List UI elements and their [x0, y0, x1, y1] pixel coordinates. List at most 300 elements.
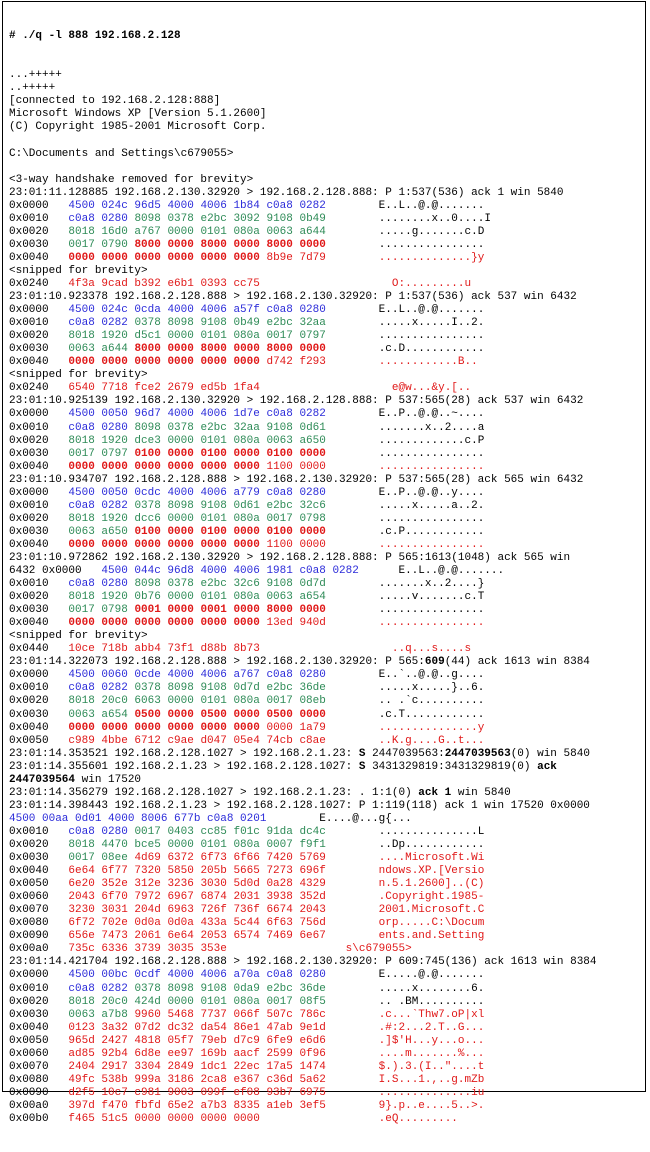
dump-line: [9, 69, 645, 82]
dump-segment: c0a8 0280: [68, 421, 128, 434]
dump-segment: 4500 00aa 0d01 4000 8006 677b c0a8 0201: [9, 812, 267, 825]
dump-line: [9, 174, 645, 187]
dump-segment: 49fc 538b 999a 3186 2ca8 e367 c36d 5a62: [68, 1073, 326, 1086]
dump-segment: ....Microsoft.Wi: [325, 852, 485, 865]
dump-segment: ............B..: [325, 356, 478, 369]
dump-line: [9, 435, 645, 448]
dump-line: [9, 252, 645, 265]
dump-segment: 4d69 6372 6f73 6f66 7420 5769: [134, 852, 326, 865]
dump-line: [9, 108, 645, 121]
dump-line: [9, 1035, 645, 1048]
dump-segment: E....@...g{...: [266, 812, 412, 825]
dump-line: [9, 121, 645, 134]
dump-segment: e@w...&y.[..: [259, 382, 472, 395]
dump-line: [9, 513, 645, 526]
dump-segment: ..K.g....G..t...: [325, 734, 485, 747]
dump-segment: 0x0030: [9, 604, 69, 617]
dump-segment: .c.D............: [325, 343, 485, 356]
dump-line: [9, 1048, 645, 1061]
dump-segment: 0378 8098 9108 0b49 e2bc 32aa: [134, 317, 326, 330]
dump-line: [9, 774, 645, 787]
dump-segment: E..L..@.@.......: [325, 304, 485, 317]
dump-segment: 4500 024c 0cda 4000 4006 a57f c0a8 0280: [68, 304, 326, 317]
dump-segment: f465 51c5 0000 0000 0000 0000: [68, 1112, 260, 1125]
dump-line: [9, 408, 645, 421]
dump-segment: 0x0060: [9, 1047, 69, 1060]
dump-segment: c0a8 0282: [68, 317, 128, 330]
dump-segment: 2447039563: [444, 747, 511, 760]
dump-segment: 8018 1920 dce3 0000 0101 080a 0063 a650: [68, 434, 326, 447]
dump-line: [9, 578, 645, 591]
dump-segment: 609: [424, 656, 445, 669]
dump-segment: 0001 0000 0001 0000 8000 0000: [134, 604, 326, 617]
dump-segment: 8018 20c0 6063 0000 0101 080a 0017 08eb: [68, 695, 326, 708]
dump-segment: 0x0080: [9, 917, 69, 930]
dump-segment: 4500 024c 96d5 4000 4006 1b84 c0a8 0282: [68, 199, 326, 212]
dump-line: [9, 1009, 645, 1022]
dump-line: [9, 82, 645, 95]
dump-line: [9, 996, 645, 1009]
dump-line: [9, 826, 645, 839]
dump-segment: 8098 0378 e2bc 32c6 9108 0d7d: [134, 578, 326, 591]
dump-segment: ................: [325, 238, 485, 251]
dump-segment: 0x0000: [9, 304, 69, 317]
dump-line: [9, 565, 645, 578]
dump-segment: 0x0010: [9, 578, 69, 591]
dump-segment: 0x0030: [9, 238, 69, 251]
dump-lines: [9, 69, 645, 1126]
dump-line: [9, 369, 645, 382]
dump-segment: ad85 92b4 6d8e ee97 169b aacf 2599 0f96: [68, 1047, 326, 1060]
dump-segment: 0x0020: [9, 225, 69, 238]
dump-segment: 0063 a644: [68, 343, 128, 356]
dump-segment: 0x0040: [9, 538, 69, 551]
dump-segment: 0x0000: [9, 486, 69, 499]
dump-line: [9, 878, 645, 891]
dump-segment: 4500 0060 0cde 4000 4006 a767 c0a8 0280: [68, 669, 326, 682]
dump-line: [9, 343, 645, 356]
dump-segment: ................: [325, 604, 485, 617]
dump-segment: 10ce 718b abb4 73f1 d88b 8b73: [68, 643, 260, 656]
dump-segment: ................: [325, 512, 485, 525]
dump-segment: 0378 8098 9108 0d7d e2bc 36de: [134, 682, 326, 695]
dump-line: [9, 800, 645, 813]
dump-segment: E..P..@.@..y....: [325, 486, 485, 499]
dump-segment: 4500 0050 0cdc 4000 4006 a779 c0a8 0280: [68, 486, 326, 499]
dump-line: [9, 1113, 645, 1126]
dump-segment: 0x0040: [9, 1021, 69, 1034]
dump-line: [9, 552, 645, 565]
dump-segment: 0x0000: [9, 199, 69, 212]
dump-line: [9, 265, 645, 278]
dump-segment: 6540 7718 fce2 2679 ed5b 1fa4: [68, 382, 260, 395]
dump-line: [9, 669, 645, 682]
dump-segment: 8098 0378 e2bc 3092 9108 0b49: [134, 212, 326, 225]
terminal-output-panel: [2, 1, 646, 1125]
dump-line: [9, 330, 645, 343]
dump-segment: 6e20 352e 312e 3236 3030 5d0d 0a28 4329: [68, 878, 326, 891]
dump-segment: ................: [325, 617, 485, 630]
dump-segment: .Copyright.1985-: [325, 891, 485, 904]
dump-segment: 3431329819:3431329819(0): [365, 760, 538, 773]
dump-segment: 0x0020: [9, 591, 69, 604]
dump-line: [9, 291, 645, 304]
dump-segment: .......x..2....a: [325, 421, 485, 434]
dump-segment: 0x0240: [9, 277, 69, 290]
dump-line: [9, 500, 645, 513]
dump-segment: 0123 3a32 07d2 dc32 da54 86e1 47ab 9e1d: [68, 1021, 326, 1034]
dump-segment: E..L..@.@.......: [358, 565, 505, 578]
dump-line: [9, 187, 645, 200]
dump-segment: 8000 0000 8000 0000 8000 0000: [134, 343, 326, 356]
dump-segment: 0000 0000 0000 0000 0000 0000: [68, 251, 260, 264]
dump-line: [9, 983, 645, 996]
dump-line: [9, 304, 645, 317]
dump-segment: 0x0020: [9, 839, 69, 851]
dump-line: [9, 1100, 645, 1113]
dump-segment: .. .`c..........: [325, 695, 485, 708]
dump-segment: 0063 a7b8: [68, 1008, 128, 1021]
dump-segment: c0a8 0280: [68, 578, 128, 591]
dump-line: [9, 604, 645, 617]
dump-segment: 4500 044c 96d8 4000 4006 1981 c0a8 0282: [101, 565, 359, 578]
dump-segment: 0017 0403 cc85 f01c 91da dc4c: [134, 825, 326, 838]
dump-line: [9, 943, 645, 956]
dump-segment: c0a8 0282: [68, 982, 128, 995]
dump-line: [9, 474, 645, 487]
dump-segment: $.).3.(I.."....t: [325, 1060, 485, 1073]
dump-segment: 6f72 702e 0d0a 0d0a 433a 5c44 6f63 756d: [68, 917, 326, 930]
dump-segment: 0x0070: [9, 904, 69, 917]
dump-line: [9, 748, 645, 761]
dump-segment: 1100 0000: [266, 460, 326, 473]
dump-segment: 23:01:10.972862 192.168.2.130.32920 > 192.168.2.128.888: P 565:1613(1048) ack 565 win: [9, 551, 571, 564]
dump-segment: ..q...s....s: [259, 643, 472, 656]
dump-segment: 0000 0000 0000 0000 0000 0000: [68, 538, 260, 551]
dump-segment: S: [358, 747, 366, 760]
dump-segment: 8018 4470 bce5 0000 0101 080a 0007 f9f1: [68, 839, 326, 851]
dump-line: [9, 617, 645, 630]
dump-segment: 0x0020: [9, 512, 69, 525]
dump-segment: ack 1: [418, 786, 452, 799]
dump-line: [9, 95, 645, 108]
dump-line: [9, 200, 645, 213]
dump-segment: win 5840: [451, 786, 511, 799]
dump-line: [9, 1074, 645, 1087]
dump-segment: 0000 0000 0000 0000 0000 0000: [68, 617, 260, 630]
dump-segment: d742 f293: [266, 356, 326, 369]
dump-segment: 0x0090: [9, 1086, 69, 1099]
dump-segment: 0x0050: [9, 734, 69, 747]
dump-segment: ........x..0....I: [325, 212, 491, 225]
dump-segment: ...............L: [325, 825, 485, 838]
dump-line: [9, 682, 645, 695]
dump-segment: 0017 0790: [68, 238, 128, 251]
dump-segment: 0x0020: [9, 330, 69, 343]
dump-line: [9, 722, 645, 735]
dump-segment: 6e64 6f77 7320 5850 205b 5665 7273 696f: [68, 865, 326, 878]
dump-line: [9, 813, 645, 826]
dump-line: [9, 526, 645, 539]
dump-segment: 0000 0000 0000 0000 0000 0000: [68, 356, 260, 369]
dump-segment: 0x0010: [9, 421, 69, 434]
dump-segment: 23:01:14.398443 192.168.2.1.23 > 192.168.2.128.1027: P 1:119(118) ack 1 win 17520 0x0000: [9, 799, 590, 812]
dump-segment: 0x0040: [9, 865, 69, 878]
dump-segment: 0x0010: [9, 982, 69, 995]
dump-segment: ................: [325, 538, 485, 551]
dump-segment: 2001.Microsoft.C: [325, 904, 485, 917]
dump-line: [9, 709, 645, 722]
dump-segment: .#:2...2.T..G...: [325, 1021, 485, 1034]
dump-segment: .eQ.........: [259, 1112, 458, 1125]
dump-segment: .....g.......c.D: [325, 225, 485, 238]
dump-line: [9, 1087, 645, 1100]
dump-line: [9, 1061, 645, 1074]
dump-segment: 0x0040: [9, 356, 69, 369]
dump-segment: ...+++++: [9, 69, 62, 82]
dump-segment: 2447039563:: [365, 747, 445, 760]
dump-segment: ................: [325, 330, 485, 343]
dump-line: [9, 539, 645, 552]
dump-segment: 8b9e 7d79: [266, 251, 326, 264]
dump-segment: 0x00a0: [9, 943, 69, 956]
dump-segment: .....x.....}..6.: [325, 682, 485, 695]
command-line: # ./q -l 888 192.168.2.128: [9, 30, 181, 43]
dump-segment: c989 4bbe 6712 c9ae d047 05e4 74cb c8ae: [68, 734, 326, 747]
dump-segment: 2043 6f70 7972 6967 6874 2031 3938 352d: [68, 891, 326, 904]
dump-segment: s\c679055>: [226, 943, 412, 956]
dump-segment: 23:01:14.356279 192.168.2.128.1027 > 192.168.2.1.23: . 1:1(0): [9, 786, 419, 799]
dump-line: [9, 591, 645, 604]
dump-segment: 0x0040: [9, 721, 69, 734]
dump-line: [9, 891, 645, 904]
dump-line: [9, 226, 645, 239]
dump-segment: 4f3a 9cad b392 e6b1 0393 cc75: [68, 277, 260, 290]
dump-segment: 0x0040: [9, 617, 69, 630]
dump-segment: orp.....C:\Docum: [325, 917, 485, 930]
dump-segment: <snipped for brevity>: [9, 369, 148, 382]
dump-segment: c0a8 0280: [68, 212, 128, 225]
dump-segment: O:.........u: [259, 277, 472, 290]
dump-segment: .....x.....I..2.: [325, 317, 485, 330]
dump-segment: 8018 1920 d5c1 0000 0101 080a 0017 0797: [68, 330, 326, 343]
dump-segment: Microsoft Windows XP [Version 5.1.2600]: [9, 108, 267, 121]
dump-segment: 0100 0000 0100 0000 0100 0000: [134, 525, 326, 538]
dump-segment: 6432 0x0000: [9, 565, 102, 578]
dump-segment: ................: [325, 460, 485, 473]
dump-segment: ents.and.Setting: [325, 930, 485, 943]
dump-segment: 0x0010: [9, 825, 69, 838]
dump-segment: 0x0020: [9, 995, 69, 1008]
dump-segment: 8018 1920 dcc6 0000 0101 080a 0017 0798: [68, 512, 326, 525]
dump-line: [9, 643, 645, 656]
dump-segment: 0x0030: [9, 852, 69, 865]
dump-segment: 0x0070: [9, 1060, 69, 1073]
dump-line: [9, 461, 645, 474]
dump-segment: ....m.......%...: [325, 1047, 485, 1060]
dump-segment: 23:01:10.923378 192.168.2.128.888 > 192.168.2.130.32920: P 1:537(536) ack 537 win 6432: [9, 291, 577, 304]
dump-line: [9, 969, 645, 982]
dump-line: [9, 487, 645, 500]
dump-segment: 23:01:14.322073 192.168.2.128.888 > 192.168.2.130.32920: P 565:: [9, 656, 425, 669]
dump-segment: 0017 08ee: [68, 852, 128, 865]
dump-segment: 0500 0000 0500 0000 0500 0000: [134, 708, 326, 721]
dump-segment: .c.P............: [325, 525, 485, 538]
dump-segment: 9960 5468 7737 066f 507c 786c: [134, 1008, 326, 1021]
dump-segment: .......x..2....}: [325, 578, 485, 591]
dump-segment: 4500 00bc 0cdf 4000 4006 a70a c0a8 0280: [68, 969, 326, 982]
dump-segment: 397d f470 fbfd 65e2 a7b3 8335 a1eb 3ef5: [68, 1099, 326, 1112]
dump-segment: 0x0440: [9, 643, 69, 656]
dump-segment: 2447039564: [9, 773, 76, 786]
dump-segment: 0x0000: [9, 669, 69, 682]
dump-segment: 0x0040: [9, 251, 69, 264]
dump-segment: <snipped for brevity>: [9, 630, 148, 643]
dump-line: [9, 930, 645, 943]
dump-segment: ..............}y: [325, 251, 485, 264]
dump-segment: 0x00a0: [9, 1099, 69, 1112]
dump-segment: E..`..@.@..g....: [325, 669, 485, 682]
dump-line: [9, 761, 645, 774]
dump-segment: 23:01:14.353521 192.168.2.128.1027 > 192.168.2.1.23:: [9, 747, 359, 760]
dump-segment: 0x0040: [9, 460, 69, 473]
dump-segment: .c...`Thw7.oP|xl: [325, 1008, 485, 1021]
dump-segment: <3-way handshake removed for brevity>: [9, 173, 254, 186]
dump-segment: 2404 2917 3304 2849 1dc1 22ec 17a5 1474: [68, 1060, 326, 1073]
dump-segment: 13ed 940d: [266, 617, 326, 630]
dump-segment: c0a8 0280: [68, 825, 128, 838]
dump-segment: ndows.XP.[Versio: [325, 865, 485, 878]
dump-segment: .....x.....a..2.: [325, 499, 485, 512]
dump-segment: I.S...1.,..g.mZb: [325, 1073, 485, 1086]
dump-segment: ..Dp............: [325, 839, 485, 851]
dump-segment: 0x0060: [9, 891, 69, 904]
dump-segment: .....v.......c.T: [325, 591, 485, 604]
dump-segment: 8018 1920 0b76 0000 0101 080a 0063 a654: [68, 591, 326, 604]
dump-segment: 0x0030: [9, 525, 69, 538]
dump-line: [9, 239, 645, 252]
dump-segment: .c.T............: [325, 708, 485, 721]
dump-line: [9, 1022, 645, 1035]
dump-line: [9, 735, 645, 748]
dump-segment: d2f5 10c7 c981 9003 099f ef08 93b7 6975: [68, 1086, 326, 1099]
dump-segment: 23:01:10.934707 192.168.2.128.888 > 192.168.2.130.32920: P 537:565(28) ack 565 win 6432: [9, 473, 584, 486]
dump-segment: 0x0240: [9, 382, 69, 395]
dump-segment: 0378 8098 9108 0da9 e2bc 36de: [134, 982, 326, 995]
dump-line: [9, 213, 645, 226]
dump-line: [9, 852, 645, 865]
dump-segment: S: [358, 760, 366, 773]
dump-line: [9, 422, 645, 435]
dump-segment: 0017 0797: [68, 447, 128, 460]
dump-segment: 3230 3031 204d 6963 726f 736f 6674 2043: [68, 904, 326, 917]
dump-segment: 8018 20c0 424d 0000 0101 080a 0017 08f5: [68, 995, 326, 1008]
dump-segment: 0000 0000 0000 0000 0000 0000: [68, 460, 260, 473]
dump-segment: 4500 0050 96d7 4000 4006 1d7e c0a8 0282: [68, 408, 326, 421]
dump-segment: ..............iu: [325, 1086, 485, 1099]
dump-line: [9, 656, 645, 669]
dump-segment: 0x0030: [9, 343, 69, 356]
dump-segment: 23:01:14.421704 192.168.2.128.888 > 192.168.2.130.32920: P 609:745(136) ack 1613 win 8384: [9, 956, 597, 969]
dump-segment: 0x0030: [9, 1008, 69, 1021]
dump-segment: 0063 a654: [68, 708, 128, 721]
dump-segment: .............c.P: [325, 434, 485, 447]
dump-segment: 8098 0378 e2bc 32aa 9108 0d61: [134, 421, 326, 434]
dump-segment: 8018 16d0 a767 0000 0101 080a 0063 a644: [68, 225, 326, 238]
dump-segment: 0x0010: [9, 682, 69, 695]
dump-segment: 0x0010: [9, 212, 69, 225]
dump-segment: C:\Documents and Settings\c679055>: [9, 147, 234, 160]
dump-segment: [connected to 192.168.2.128:888]: [9, 95, 221, 108]
dump-segment: <snipped for brevity>: [9, 264, 148, 277]
dump-segment: 0x0030: [9, 708, 69, 721]
dump-segment: 0x0020: [9, 434, 69, 447]
dump-segment: 0x0000: [9, 408, 69, 421]
dump-line: [9, 695, 645, 708]
dump-segment: (C) Copyright 1985-2001 Microsoft Corp.: [9, 121, 267, 134]
dump-segment: 0x0010: [9, 317, 69, 330]
dump-line: [9, 865, 645, 878]
dump-segment: 0x0010: [9, 499, 69, 512]
dump-segment: 0x0080: [9, 1073, 69, 1086]
dump-segment: 23:01:11.128885 192.168.2.130.32920 > 192.168.2.128.888: P 1:537(536) ack 1 win 5840: [9, 186, 564, 199]
dump-segment: win 17520: [75, 773, 142, 786]
dump-segment: n.5.1.2600]..(C): [325, 878, 485, 891]
dump-segment: E..L..@.@.......: [325, 199, 485, 212]
dump-segment: 735c 6336 3739 3035 353e: [68, 943, 227, 956]
dump-segment: E..P..@.@..~....: [325, 408, 485, 421]
dump-segment: (44) ack 1613 win 8384: [444, 656, 590, 669]
dump-segment: 0x0030: [9, 447, 69, 460]
dump-line: [9, 395, 645, 408]
dump-segment: 0000 1a79: [266, 721, 326, 734]
dump-segment: .....x........6.: [325, 982, 485, 995]
dump-line: [9, 448, 645, 461]
packet-dump-listing: [9, 4, 645, 1152]
dump-line: [9, 134, 645, 147]
dump-segment: 0x0050: [9, 1034, 69, 1047]
dump-line: [9, 356, 645, 369]
dump-line: [9, 382, 645, 395]
dump-segment: 0017 0798: [68, 604, 128, 617]
dump-segment: c0a8 0282: [68, 682, 128, 695]
dump-line: [9, 148, 645, 161]
dump-segment: E.....@.@.......: [325, 969, 485, 982]
dump-segment: 0x0000: [9, 969, 69, 982]
dump-line: [9, 787, 645, 800]
dump-segment: ..+++++: [9, 82, 56, 95]
dump-segment: 23:01:10.925139 192.168.2.130.32920 > 192.168.2.128.888: P 537:565(28) ack 537 win 6432: [9, 395, 584, 408]
dump-segment: 0378 8098 9108 0d61 e2bc 32c6: [134, 499, 326, 512]
dump-segment: 0100 0000 0100 0000 0100 0000: [134, 447, 326, 460]
dump-line: [9, 904, 645, 917]
dump-line: [9, 161, 645, 174]
dump-line: [9, 839, 645, 852]
dump-segment: 8000 0000 8000 0000 8000 0000: [134, 238, 326, 251]
dump-line: [9, 278, 645, 291]
dump-line: [9, 956, 645, 969]
dump-segment: 0x0020: [9, 695, 69, 708]
dump-segment: 0000 0000 0000 0000 0000 0000: [68, 721, 260, 734]
dump-segment: 1100 0000: [266, 538, 326, 551]
dump-segment: 656e 7473 2061 6e64 2053 6574 7469 6e67: [68, 930, 326, 943]
dump-line: [9, 630, 645, 643]
dump-line: [9, 917, 645, 930]
dump-segment: 23:01:14.355601 192.168.2.1.23 > 192.168.2.128.1027:: [9, 760, 359, 773]
dump-line: [9, 317, 645, 330]
dump-segment: ................: [325, 447, 485, 460]
dump-segment: .. .BM..........: [325, 995, 485, 1008]
